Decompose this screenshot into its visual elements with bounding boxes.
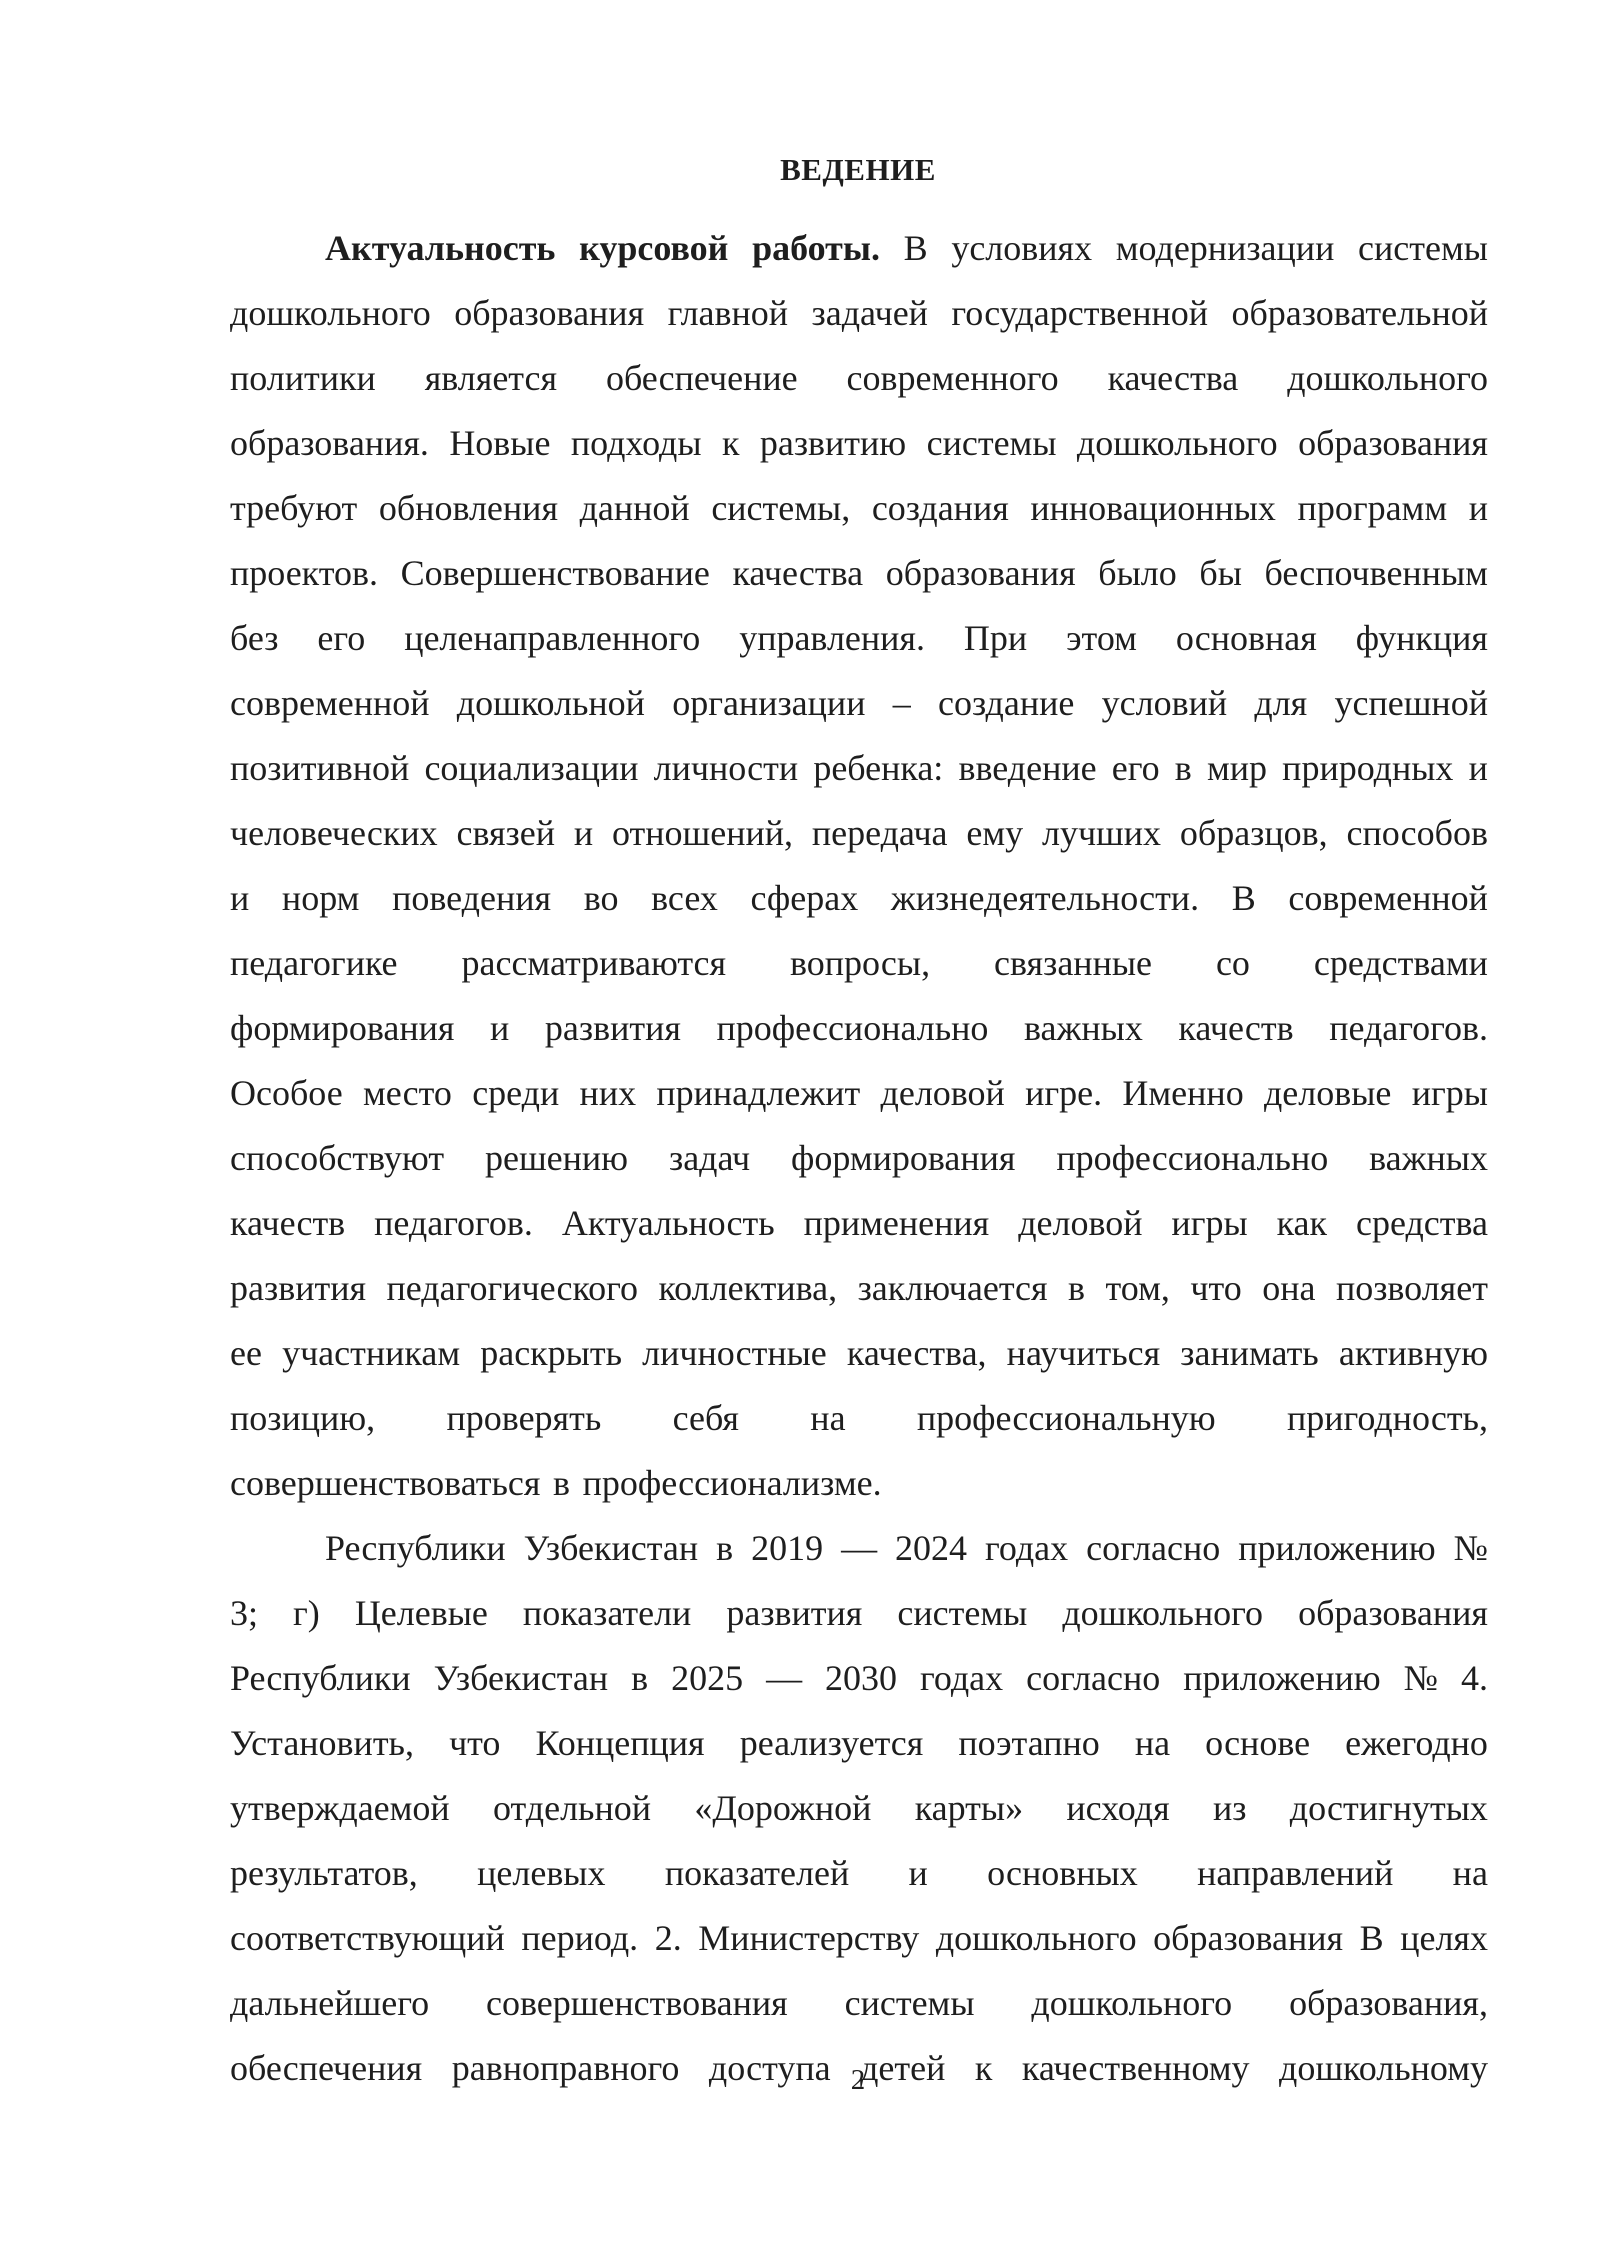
word: исходя: [1066, 1788, 1170, 1828]
word: модернизации: [1115, 228, 1335, 268]
word: дошкольному: [1279, 2048, 1488, 2088]
word: Узбекистан: [523, 1528, 699, 1568]
word: задач: [668, 1138, 751, 1178]
word: приложению: [1238, 1528, 1436, 1568]
word: коллектива,: [658, 1268, 838, 1308]
text-line: [230, 1589, 1488, 1637]
text-line: [230, 1134, 1488, 1182]
word: место: [363, 1073, 452, 1113]
word: 2.: [654, 1918, 682, 1958]
word: В: [1231, 878, 1256, 918]
word: социализации: [424, 748, 639, 788]
word: профессионализме.: [582, 1463, 882, 1503]
word: и: [1468, 748, 1488, 788]
word: Республики: [230, 1658, 411, 1698]
word: игры: [1411, 1073, 1488, 1113]
text-line: [230, 1199, 1488, 1247]
word: 2024: [895, 1528, 968, 1568]
word: системы: [897, 1593, 1028, 1633]
word: позитивной: [230, 748, 410, 788]
word: –: [892, 683, 911, 723]
word: лучших: [1041, 813, 1162, 853]
word: 4.: [1460, 1658, 1488, 1698]
word: качеств: [230, 1203, 346, 1243]
word: из: [1212, 1788, 1247, 1828]
word: результатов,: [230, 1853, 418, 1893]
word: беспочвенным: [1264, 553, 1488, 593]
word: качественному: [1021, 2048, 1250, 2088]
word: Актуальность: [325, 228, 556, 268]
word: Целевые: [354, 1593, 488, 1633]
word: со: [1215, 943, 1250, 983]
word: показатели: [522, 1593, 692, 1633]
word: средствами: [1313, 943, 1488, 983]
word: пригодность,: [1287, 1398, 1488, 1438]
word: целях: [1400, 1918, 1488, 1958]
word: норм: [281, 878, 360, 918]
word: человеческих: [230, 813, 438, 853]
word: требуют: [230, 488, 358, 528]
word: Особое: [230, 1073, 343, 1113]
word: качества,: [846, 1333, 987, 1373]
word: дальнейшего: [230, 1983, 430, 2023]
word: деловой: [1018, 1203, 1143, 1243]
word: обеспечения: [230, 2048, 423, 2088]
word: Новые: [449, 423, 551, 463]
word: условиях: [951, 228, 1093, 268]
word: Концепция: [535, 1723, 705, 1763]
word: 2025: [671, 1658, 744, 1698]
word: совершенствоваться: [230, 1463, 541, 1503]
word: том,: [1105, 1268, 1170, 1308]
word: дошкольного: [1062, 1593, 1264, 1633]
word: дошкольного: [230, 293, 431, 333]
word: данной: [579, 488, 690, 528]
word: совершенствования: [485, 1983, 788, 2023]
word: показателей: [664, 1853, 850, 1893]
word: Совершенствование: [400, 553, 710, 593]
word: природных: [1282, 748, 1454, 788]
word: его: [1111, 748, 1160, 788]
text-line: [230, 1914, 1488, 1962]
word: Министерству: [698, 1918, 920, 1958]
word: обновления: [378, 488, 558, 528]
word: в: [631, 1658, 649, 1698]
word: личностные: [642, 1333, 827, 1373]
word: образования: [1153, 1918, 1344, 1958]
word: основных: [987, 1853, 1138, 1893]
word: проверять: [446, 1398, 602, 1438]
word: развития: [544, 1008, 681, 1048]
word: на: [810, 1398, 846, 1438]
word: В: [903, 228, 928, 268]
text-line: [230, 1784, 1488, 1832]
word: «Дорожной: [694, 1788, 872, 1828]
word: принадлежит: [656, 1073, 861, 1113]
word: важных: [1024, 1008, 1143, 1048]
word: Республики: [325, 1528, 506, 1568]
word: дошкольного: [1031, 1983, 1233, 2023]
text-line: [230, 1329, 1488, 1377]
word: —: [841, 1528, 878, 1568]
word: ее: [230, 1333, 262, 1373]
text-line: [230, 939, 1488, 987]
word: В: [1359, 1918, 1384, 1958]
word: педагогике: [230, 943, 398, 983]
word: личности: [653, 748, 799, 788]
word: главной: [667, 293, 789, 333]
word: деловой: [880, 1073, 1005, 1113]
word: всех: [651, 878, 718, 918]
word: бы: [1199, 553, 1242, 593]
word: ежегодно: [1345, 1723, 1488, 1763]
word: доступа: [708, 2048, 831, 2088]
word: формирования: [791, 1138, 1016, 1178]
word: сферах: [750, 878, 859, 918]
word: развития: [726, 1593, 863, 1633]
word: передача: [811, 813, 948, 853]
word: активную: [1338, 1333, 1488, 1373]
word: карты»: [914, 1788, 1024, 1828]
word: педагогов.: [1329, 1008, 1488, 1048]
word: позволяет: [1335, 1268, 1488, 1308]
text-line: [230, 484, 1488, 532]
word: как: [1276, 1203, 1328, 1243]
text-line: [325, 1524, 1488, 1572]
text-line: [230, 354, 1488, 402]
text-line: [230, 874, 1488, 922]
word: вопросы,: [790, 943, 931, 983]
word: инновационных: [1030, 488, 1276, 528]
word: период.: [521, 1918, 639, 1958]
word: достигнутых: [1289, 1788, 1488, 1828]
word: игре.: [1025, 1073, 1103, 1113]
word: образования: [454, 293, 645, 333]
word: 2030: [825, 1658, 898, 1698]
word: было: [1098, 553, 1177, 593]
word: позицию,: [230, 1398, 376, 1438]
word: создания: [871, 488, 1009, 528]
word: №: [1403, 1658, 1438, 1698]
word: обеспечение: [605, 358, 798, 398]
word: 2019: [751, 1528, 824, 1568]
word: мир: [1206, 748, 1267, 788]
word: профессионально: [716, 1008, 989, 1048]
word: дошкольной: [456, 683, 645, 723]
word: участникам: [282, 1333, 461, 1373]
word: развитию: [759, 423, 907, 463]
word: и: [230, 878, 250, 918]
word: является: [424, 358, 558, 398]
word: программ: [1297, 488, 1448, 528]
word: связей: [456, 813, 556, 853]
word: согласно: [1026, 1658, 1161, 1698]
word: дошкольного: [1076, 423, 1278, 463]
word: и: [573, 813, 594, 853]
word: Узбекистан: [433, 1658, 609, 1698]
word: государственной: [951, 293, 1208, 333]
word: проектов.: [230, 553, 378, 593]
word: в: [553, 1463, 571, 1503]
word: формирования: [230, 1008, 455, 1048]
word: годах: [985, 1528, 1069, 1568]
word: поведения: [392, 878, 552, 918]
word: управления.: [739, 618, 925, 658]
word: среди: [472, 1073, 560, 1113]
word: №: [1453, 1528, 1488, 1568]
text-line: [230, 549, 1488, 597]
word: современного: [846, 358, 1059, 398]
word: средства: [1355, 1203, 1488, 1243]
word: При: [963, 618, 1028, 658]
word: успешной: [1334, 683, 1488, 723]
word: в: [716, 1528, 734, 1568]
word: решению: [484, 1138, 629, 1178]
word: курсовой: [579, 228, 729, 268]
word: жизнедеятельности.: [890, 878, 1200, 918]
word: них: [579, 1073, 637, 1113]
word: поэтапно: [958, 1723, 1100, 1763]
word: политики: [230, 358, 376, 398]
word: в: [1068, 1268, 1086, 1308]
word: на: [1134, 1723, 1171, 1763]
word: ребенка:: [813, 748, 944, 788]
word: образования.: [230, 423, 429, 463]
text-line: [230, 1979, 1488, 2027]
word: годах: [920, 1658, 1004, 1698]
word: согласно: [1086, 1528, 1221, 1568]
word: условий: [1101, 683, 1228, 723]
word: ему: [966, 813, 1024, 853]
word: себя: [672, 1398, 739, 1438]
word: профессионально: [1056, 1138, 1329, 1178]
word: системы: [926, 423, 1057, 463]
word: дошкольного: [935, 1918, 1137, 1958]
text-line: [230, 419, 1488, 467]
text-line: [230, 1654, 1488, 1702]
word: качеств: [1178, 1008, 1294, 1048]
word: образования: [1298, 1593, 1488, 1633]
word: деловые: [1263, 1073, 1392, 1113]
text-line: [230, 1069, 1488, 1117]
word: и: [490, 1008, 510, 1048]
word: без: [230, 618, 279, 658]
word: качества: [732, 553, 864, 593]
word: реализуется: [739, 1723, 924, 1763]
word: системы: [1358, 228, 1488, 268]
word: утверждаемой: [230, 1788, 450, 1828]
word: что: [449, 1723, 501, 1763]
word: способствуют: [230, 1138, 445, 1178]
text-line: [230, 1849, 1488, 1897]
text-line: [230, 1459, 1488, 1507]
word: подходы: [570, 423, 702, 463]
word: его: [317, 618, 366, 658]
word: научиться: [1006, 1333, 1161, 1373]
word: функция: [1355, 618, 1488, 658]
word: важных: [1369, 1138, 1488, 1178]
word: к: [974, 2048, 993, 2088]
word: связанные: [994, 943, 1153, 983]
word: способов: [1346, 813, 1488, 853]
word: игры: [1171, 1203, 1248, 1243]
word: образцов,: [1179, 813, 1328, 853]
word: детей: [860, 2048, 946, 2088]
word: создание: [938, 683, 1075, 723]
word: 3;: [230, 1593, 259, 1633]
word: целенаправленного: [404, 618, 701, 658]
text-line: [230, 1394, 1488, 1442]
word: равноправного: [451, 2048, 680, 2088]
word: приложению: [1183, 1658, 1381, 1698]
section-heading: ВЕДЕНИЕ: [780, 152, 936, 187]
page-number: 2: [850, 2064, 866, 2096]
word: отдельной: [493, 1788, 652, 1828]
word: качества: [1107, 358, 1239, 398]
word: основе: [1205, 1723, 1311, 1763]
word: современной: [230, 683, 430, 723]
word: во: [583, 878, 619, 918]
text-line: [230, 289, 1488, 337]
word: дошкольного: [1287, 358, 1488, 398]
word: применения: [803, 1203, 990, 1243]
word: Установить,: [230, 1723, 414, 1763]
word: этом: [1066, 618, 1137, 658]
word: к: [721, 423, 740, 463]
word: рассматриваются: [461, 943, 727, 983]
word: Именно: [1122, 1073, 1244, 1113]
word: задачей: [811, 293, 928, 333]
word: —: [766, 1658, 803, 1698]
text-line: [325, 224, 1488, 272]
word: целевых: [477, 1853, 606, 1893]
word: заключается: [857, 1268, 1048, 1308]
word: работы.: [752, 228, 880, 268]
word: образования: [1298, 423, 1488, 463]
word: образования: [885, 553, 1076, 593]
text-line: [230, 1004, 1488, 1052]
text-line: [230, 1264, 1488, 1312]
word: соответствующий: [230, 1918, 505, 1958]
word: и: [908, 1853, 928, 1893]
word: системы: [844, 1983, 975, 2023]
word: системы,: [711, 488, 851, 528]
word: основная: [1175, 618, 1317, 658]
word: Актуальность: [561, 1203, 775, 1243]
word: занимать: [1180, 1333, 1319, 1373]
word: на: [1452, 1853, 1488, 1893]
word: организации: [672, 683, 866, 723]
text-line: [230, 1719, 1488, 1767]
text-line: [230, 744, 1488, 792]
word: она: [1262, 1268, 1316, 1308]
word: педагогов.: [374, 1203, 533, 1243]
word: педагогического: [386, 1268, 638, 1308]
word: профессиональную: [916, 1398, 1216, 1438]
word: для: [1254, 683, 1308, 723]
word: образования,: [1289, 1983, 1488, 2023]
text-line: [230, 679, 1488, 727]
word: в: [1174, 748, 1192, 788]
word: образовательной: [1231, 293, 1488, 333]
word: современной: [1288, 878, 1488, 918]
word: что: [1190, 1268, 1242, 1308]
word: г): [293, 1593, 320, 1633]
word: введение: [958, 748, 1097, 788]
word: отношений,: [611, 813, 793, 853]
word: раскрыть: [480, 1333, 623, 1373]
word: развития: [230, 1268, 367, 1308]
word: направлений: [1197, 1853, 1394, 1893]
text-line: [230, 809, 1488, 857]
word: и: [1468, 488, 1488, 528]
text-line: [230, 614, 1488, 662]
